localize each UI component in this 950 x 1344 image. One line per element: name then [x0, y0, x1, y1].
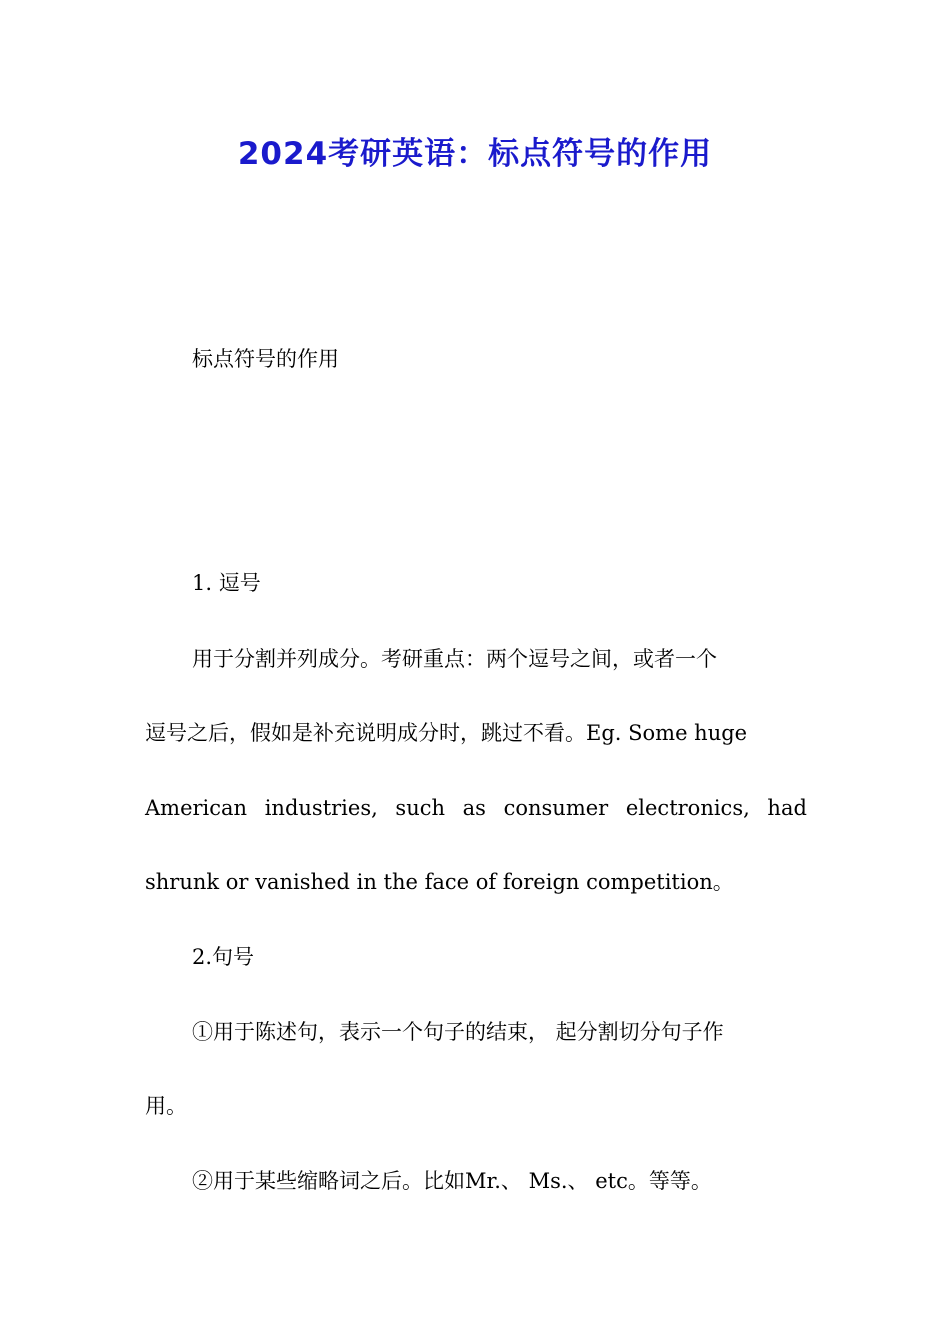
section1-paragraph-line-2: 逗号之后，假如是补充说明成分时，跳过不看。Eg. Some huge	[145, 721, 748, 745]
section2-heading: 2.句号	[192, 945, 255, 969]
word: consumer	[503, 796, 609, 820]
section1-paragraph-line-4: shrunk or vanished in the face of foreign competition。	[145, 870, 734, 894]
section2-item2-line-1: ②用于某些缩略词之后。比如Mr.、 Ms.、 etc。等等。	[192, 1169, 712, 1193]
document-title: 2024考研英语：标点符号的作用	[237, 136, 713, 172]
subtitle: 标点符号的作用	[192, 347, 339, 371]
word: industries,	[264, 796, 378, 820]
section1-paragraph-line-1: 用于分割并列成分。考研重点：两个逗号之间，或者一个	[192, 647, 717, 671]
section2-item1-line-2: 用。	[145, 1094, 187, 1118]
section2-item1-line-1: ①用于陈述句，表示一个句子的结束， 起分割切分句子作	[192, 1020, 724, 1044]
word: electronics,	[625, 796, 750, 820]
word: as	[462, 796, 486, 820]
section1-paragraph-line-3	[145, 793, 807, 823]
word: such	[395, 796, 446, 820]
word: had	[767, 796, 807, 820]
section1-heading: 1. 逗号	[192, 571, 261, 595]
word: American	[145, 796, 248, 820]
